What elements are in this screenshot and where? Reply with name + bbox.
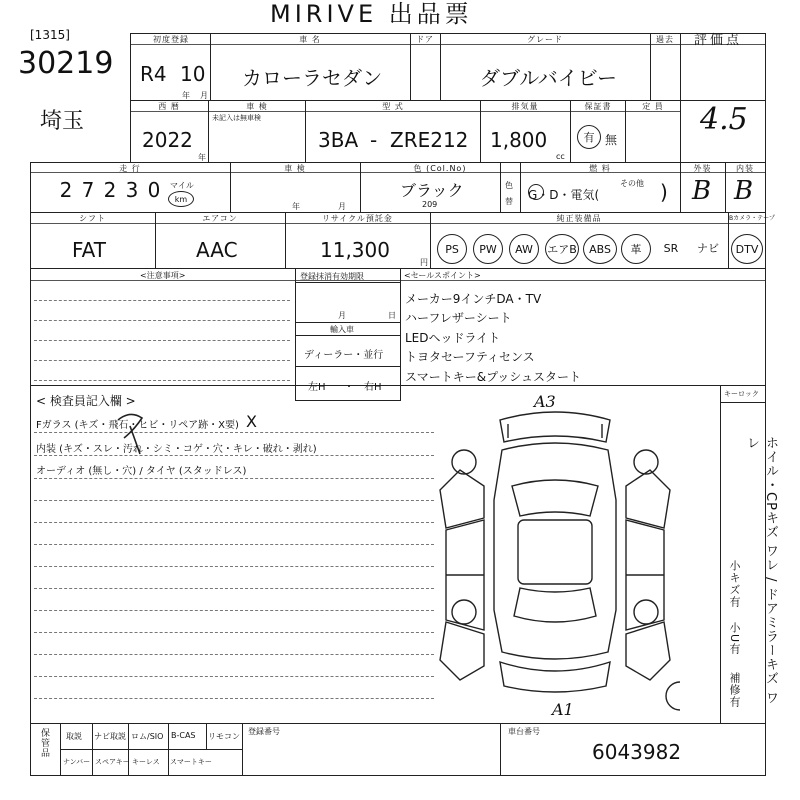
unit-km: km	[174, 194, 188, 204]
handwritten-mark	[110, 408, 160, 458]
year-unit: 年	[198, 153, 206, 162]
score-value: 4.5	[700, 102, 748, 137]
color-number: 209	[422, 200, 438, 209]
inspector-line: Fガラス (キズ・飛石・ヒビ・リペア跡・X要)	[36, 420, 239, 431]
equip-airbag	[545, 234, 579, 264]
equip-navi	[693, 234, 723, 262]
fuel-gasoline-circle	[528, 184, 544, 200]
warranty-no: 無	[605, 133, 618, 147]
key-lock-label: キーロック	[724, 390, 759, 398]
inspection-note: 未記入は無車検	[212, 114, 261, 122]
keep-item: B-CAS	[171, 731, 196, 740]
keep-item: スペアキー	[95, 758, 130, 766]
handle-left: 左H	[308, 382, 326, 393]
keep-item: リモコン	[208, 732, 240, 741]
selling-point: LEDヘッドライト	[405, 331, 501, 345]
inspector-line: オーディオ (無し・穴) / タイヤ (スタッドレス)	[36, 466, 247, 477]
model-code: ZRE212	[390, 128, 469, 152]
damage-mark-top: A3	[534, 392, 556, 411]
header-mileage: 走 行	[119, 164, 141, 173]
header-selling-points: <セールスポイント>	[404, 271, 481, 280]
side-repair: 補修有	[728, 672, 741, 708]
unit-km-circle	[168, 191, 194, 207]
deadline-day: 日	[388, 311, 396, 320]
recycle-unit: 円	[420, 258, 428, 267]
equip-label: 革	[630, 243, 642, 256]
fuel-close: )	[660, 180, 668, 204]
equip-label: ABS	[589, 242, 611, 256]
keep-item: 取説	[66, 732, 82, 741]
header-first-registration: 初度登録	[153, 35, 189, 44]
header-notes: <注意事項>	[140, 271, 186, 280]
lot-code: [1315]	[30, 28, 70, 42]
equip-leather	[621, 234, 651, 264]
year-value: 2022	[142, 128, 193, 152]
form-title: MIRIVE 出品票	[270, 0, 473, 28]
equip-label: PW	[479, 242, 497, 256]
keep-item: ナンバー	[63, 758, 91, 766]
displacement-unit: cc	[556, 152, 565, 161]
model-prefix: 3BA	[318, 128, 359, 152]
mileage-digit: 2	[59, 178, 73, 202]
header-grade: グレード	[527, 35, 563, 44]
header-car-name: 車 名	[299, 35, 321, 44]
unit-year: 年	[182, 91, 190, 100]
equip-dtv	[731, 234, 763, 264]
mileage-digit: 7	[81, 178, 95, 202]
deadline-month: 月	[338, 311, 346, 320]
shift-value: FAT	[72, 238, 107, 262]
aircon-value: AAC	[196, 238, 238, 262]
header-color: 色 (Col.No)	[413, 164, 467, 173]
inspector-title: < 検査員記入欄 >	[36, 394, 136, 408]
mileage-digit: 2	[103, 178, 117, 202]
keep-item: ロム/SIO	[131, 732, 164, 741]
selling-point: スマートキー&プッシュスタート	[405, 370, 582, 384]
header-model: 型 式	[382, 102, 404, 111]
equip-label: エアB	[547, 243, 577, 256]
exterior-grade: B	[692, 176, 712, 206]
header-recycle: リサイクル預託金	[322, 214, 393, 223]
header-chassis-number: 車台番号	[508, 727, 540, 736]
lot-number: 30219	[18, 46, 114, 81]
grade-value: ダブルバイビー	[480, 66, 617, 90]
handle-dot: ・	[344, 382, 354, 393]
keep-item: スマートキー	[170, 758, 212, 766]
inspection-year-unit: 年	[292, 202, 300, 211]
header-aircon: エアコン	[202, 214, 238, 223]
header-fuel: 燃 料	[589, 164, 611, 173]
header-history: 過去	[656, 35, 674, 44]
side-small-scratch: 小キズ有	[728, 560, 741, 608]
mileage-digit: 0	[147, 178, 161, 202]
equip-label: ナビ	[697, 242, 719, 255]
header-equipment: 純正装備品	[556, 214, 602, 223]
handle-right: 右H	[364, 382, 382, 393]
header-shift: シフト	[79, 214, 106, 223]
header-inspection: 車 検	[246, 102, 268, 111]
registration-month: 10	[180, 62, 206, 86]
prefecture: 埼玉	[40, 109, 85, 134]
header-registration-number: 登録番号	[248, 727, 280, 736]
displacement-value: 1,800	[490, 128, 548, 152]
interior-grade: B	[734, 176, 754, 206]
keep-item: ナビ取説	[94, 732, 126, 741]
equip-aw	[509, 234, 539, 264]
keep-items-label: 保管品	[39, 728, 49, 758]
header-score: 評価点	[694, 33, 743, 48]
equip-ps	[437, 234, 467, 264]
color-value: ブラック	[400, 181, 464, 200]
mileage-digits	[55, 178, 165, 202]
color-change-2: 替	[505, 197, 513, 206]
dealer-parallel: ディーラー・並行	[304, 350, 384, 361]
fuel-other: その他	[620, 179, 644, 188]
header-warranty: 保証書	[584, 102, 612, 111]
keep-item: キーレス	[132, 758, 160, 766]
header-year: 西 暦	[158, 102, 180, 111]
header-import: 輸入車	[330, 325, 354, 334]
equip-label: PS	[445, 242, 459, 256]
registration-era: R4	[140, 62, 167, 86]
car-damage-diagram	[430, 390, 680, 720]
selling-point: メーカー9インチDA・TV	[405, 292, 542, 306]
inspection-month-unit: 月	[338, 202, 346, 211]
selling-point: トヨタセーフティセンス	[405, 350, 535, 364]
equip-label: DTV	[735, 242, 759, 256]
model-separator: -	[370, 128, 378, 152]
equip-label: SR	[663, 241, 679, 255]
header-interior: 内装	[736, 164, 754, 173]
car-name-value: カローラセダン	[242, 66, 383, 90]
inspector-line: 内装 (キズ・スレ・汚れ・シミ・コゲ・穴・キレ・破れ・剥れ)	[36, 444, 317, 455]
equip-abs	[583, 234, 617, 264]
header-exterior: 外装	[693, 164, 712, 173]
equip-sunroof	[657, 234, 685, 262]
recycle-value: 11,300	[320, 238, 390, 262]
equip-label: AW	[515, 242, 533, 256]
warranty-yes: 有	[583, 131, 595, 144]
fuel-value: G・D・電気(	[528, 188, 600, 202]
chassis-number-value: 6043982	[592, 740, 682, 764]
header-door: ドア	[416, 35, 434, 44]
side-small-dent: 小U有	[728, 622, 741, 656]
header-seats: 定 員	[642, 102, 664, 111]
unit-month: 月	[200, 91, 208, 100]
header-reg-deadline: 登録抹消有効期限	[300, 272, 364, 281]
x-required-mark: X	[246, 412, 257, 431]
warranty-yes-circle	[577, 125, 601, 149]
selling-point: ハーフレザーシート	[405, 311, 512, 325]
header-displacement: 排気量	[511, 102, 539, 111]
mileage-digit: 3	[125, 178, 139, 202]
color-change-1: 色	[505, 181, 513, 190]
side-legend: ホイル・CPキズ ワレ / ドアミラーキズ ワレ	[744, 436, 778, 705]
damage-mark-bottom: A1	[552, 700, 574, 719]
header-camera: Bカメラ・テープ	[729, 215, 775, 222]
unit-mile: マイル	[170, 181, 194, 190]
header-inspection-2: 車 検	[284, 164, 306, 173]
equip-pw	[473, 234, 503, 264]
